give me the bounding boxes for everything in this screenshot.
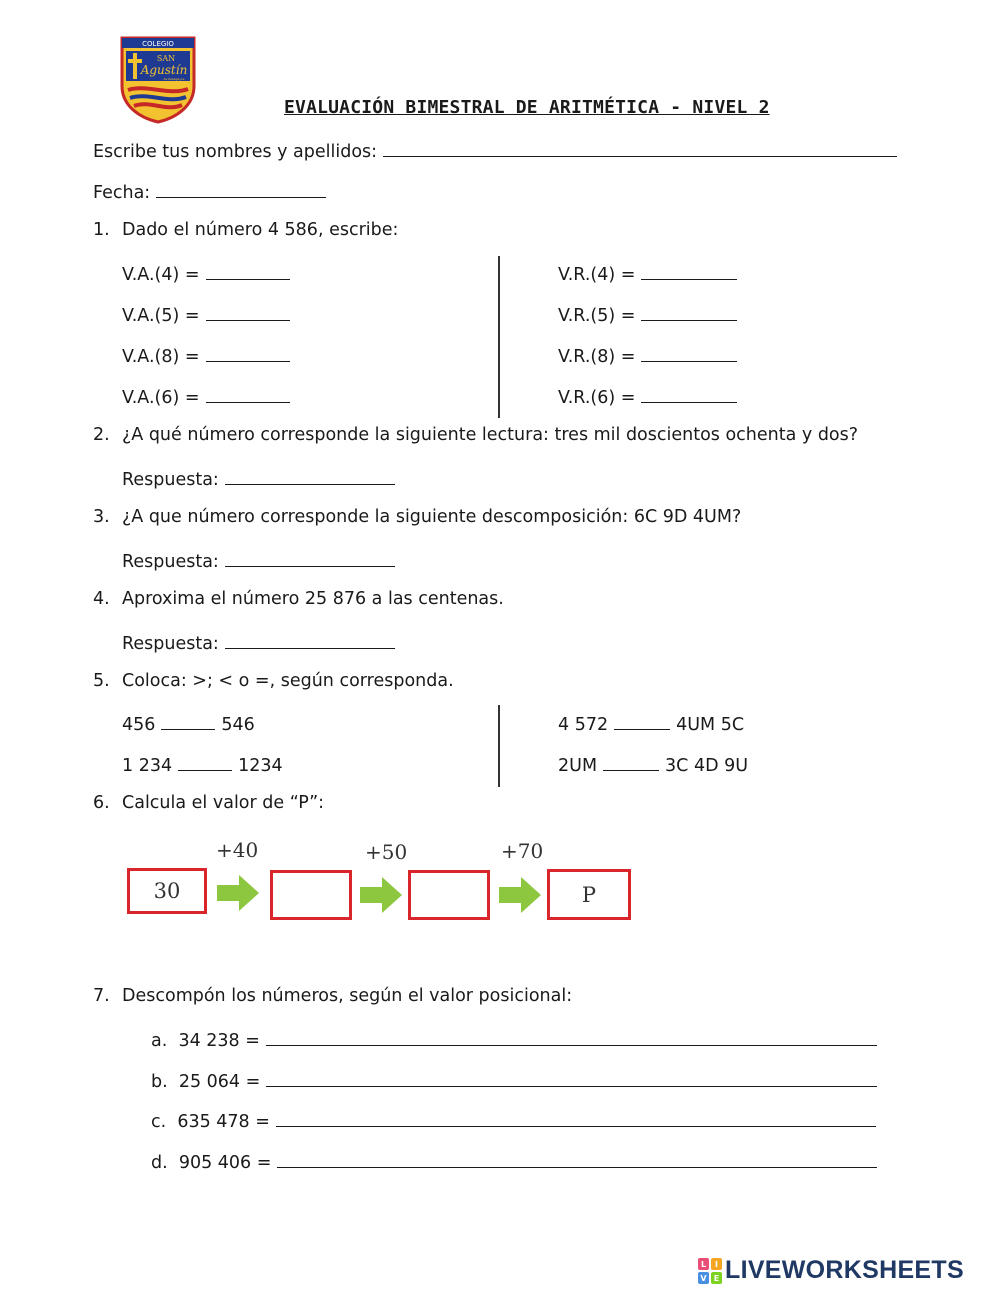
school-logo [118,34,198,124]
date-label: Fecha: [93,183,151,203]
q5-divider [498,705,500,787]
q1-left-label: V.A.(8) = [122,347,200,367]
op-label: +70 [501,839,544,863]
answer-line[interactable] [225,630,395,649]
svg-text:E: E [713,1273,720,1283]
q6-number: 6. [93,793,110,813]
name-label: Escribe tus nombres y apellidos: [93,142,378,162]
q1-right-row [558,384,737,408]
q1-right-row [558,343,737,367]
q3-number: 3. [93,507,110,527]
compare-right-value: 3C 4D 9U [665,756,749,776]
q7-item [151,1108,876,1132]
q1-right-label: V.R.(5) = [558,306,636,326]
sequence-box-blank[interactable] [270,870,352,920]
compare-left-value: 456 [122,715,156,735]
q5-number: 5. [93,671,110,691]
answer-line[interactable] [206,343,290,362]
svg-text:I: I [715,1259,718,1269]
answer-line[interactable] [225,466,395,485]
q1-left-row [122,302,290,326]
q2-number: 2. [93,425,110,445]
logo-top-text: COLEGIO [142,40,174,48]
q5-text: Coloca: >; < o =, según corresponda. [122,671,454,691]
compare-left-value: 4 572 [558,715,609,735]
svg-text:V: V [700,1273,707,1283]
answer-label: Respuesta: [122,552,219,572]
q7-item-letter: a. [151,1031,168,1051]
logo-motto: de Papagayos [163,77,185,81]
q1-left-row [122,261,290,285]
q1-right-label: V.R.(4) = [558,265,636,285]
q7-item [151,1149,877,1173]
q7-item-letter: d. [151,1153,168,1173]
answer-line[interactable] [206,384,290,403]
q1-left-label: V.A.(6) = [122,388,200,408]
q7-item-value: 34 238 = [178,1031,260,1051]
compare-line[interactable] [614,711,670,730]
answer-label: Respuesta: [122,634,219,654]
q7-item-letter: b. [151,1072,168,1092]
liveworksheets-logo-icon [698,1258,722,1284]
q7-item [151,1027,877,1051]
q1-right-row [558,302,737,326]
q6-text: Calcula el valor de “P”: [122,793,325,813]
q7-item-letter: c. [151,1112,167,1132]
compare-left-value: 1 234 [122,756,173,776]
sequence-box-p: P [547,869,631,920]
right-arrow-icon [499,875,543,915]
q1-text: Dado el número 4 586, escribe: [122,220,399,240]
q2-text: ¿A qué número corresponde la siguiente lectura: tres mil doscientos ochenta y dos? [122,425,859,445]
q7-item [151,1068,877,1092]
q1-left-row [122,384,290,408]
date-input-line[interactable] [156,179,326,198]
q5-compare-row [558,752,748,776]
q1-left-row [122,343,290,367]
q7-number: 7. [93,986,110,1006]
compare-line[interactable] [161,711,215,730]
q1-right-row [558,261,737,285]
q1-number: 1. [93,220,110,240]
answer-label: Respuesta: [122,470,219,490]
q3-answer [122,548,395,572]
compare-left-value: 2UM [558,756,598,776]
q4-text: Aproxima el número 25 876 a las centenas. [122,589,504,609]
sequence-box-start: 30 [127,868,207,914]
q4-answer [122,630,395,654]
answer-line[interactable] [277,1149,877,1168]
q4-number: 4. [93,589,110,609]
answer-line[interactable] [206,261,290,280]
q7-item-value: 905 406 = [178,1153,272,1173]
answer-line[interactable] [206,302,290,321]
q5-compare-row [122,752,283,776]
q5-compare-row [558,711,744,735]
logo-name-line1: SAN [156,54,176,63]
answer-line[interactable] [641,261,737,280]
answer-line[interactable] [266,1068,877,1087]
name-field [93,138,897,162]
q1-left-label: V.A.(5) = [122,306,200,326]
q5-compare-row [122,711,255,735]
answer-line[interactable] [641,384,737,403]
op-label: +40 [216,838,259,862]
answer-line[interactable] [641,343,737,362]
page-title: EVALUACIÓN BIMESTRAL DE ARITMÉTICA - NIVEL 2 [284,97,770,118]
q7-text: Descompón los números, según el valor posicional: [122,986,573,1006]
op-label: +50 [365,840,408,864]
liveworksheets-wordmark: LIVEWORKSHEETS [725,1256,964,1284]
answer-line[interactable] [225,548,395,567]
q7-item-value: 635 478 = [177,1112,270,1132]
sequence-box-blank[interactable] [408,870,490,920]
answer-line[interactable] [641,302,737,321]
compare-right-value: 546 [221,715,255,735]
compare-line[interactable] [178,752,232,771]
name-input-line[interactable] [383,138,897,157]
q2-answer [122,466,395,490]
logo-name-line2: Agustín [140,63,188,77]
compare-right-value: 4UM 5C [676,715,745,735]
q3-text: ¿A que número corresponde la siguiente descomposición: 6C 9D 4UM? [122,507,742,527]
answer-line[interactable] [266,1027,877,1046]
right-arrow-icon [360,875,404,915]
compare-right-value: 1234 [238,756,283,776]
q1-right-label: V.R.(8) = [558,347,636,367]
compare-line[interactable] [603,752,659,771]
q1-left-label: V.A.(4) = [122,265,200,285]
svg-text:L: L [700,1259,707,1269]
answer-line[interactable] [276,1108,876,1127]
q7-item-value: 25 064 = [178,1072,261,1092]
q1-divider [498,256,500,418]
q1-right-label: V.R.(6) = [558,388,636,408]
date-field [93,179,326,203]
liveworksheets-brand [698,1256,964,1285]
right-arrow-icon [217,873,261,913]
